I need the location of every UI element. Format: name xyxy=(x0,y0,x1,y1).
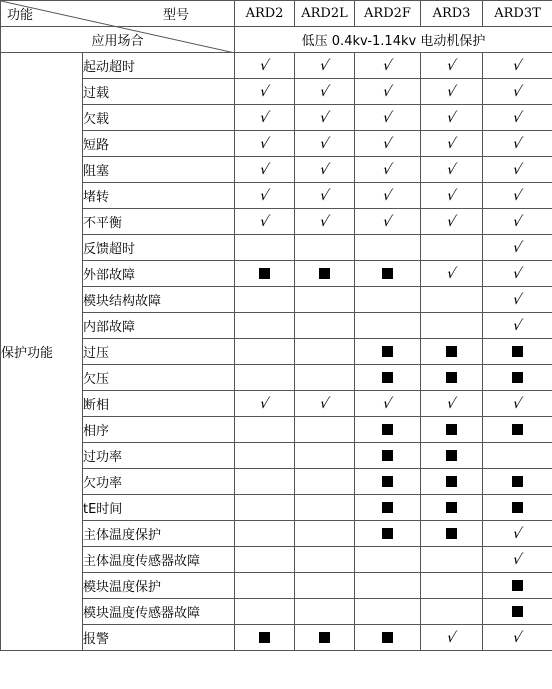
support-cell xyxy=(421,209,483,235)
check-icon: √ xyxy=(258,187,271,204)
check-icon: √ xyxy=(511,109,524,126)
check-icon: √ xyxy=(511,83,524,100)
table-row xyxy=(1,573,552,599)
support-cell xyxy=(235,261,295,287)
function-name: 模块温度传感器故障 xyxy=(83,599,235,625)
support-cell xyxy=(421,391,483,417)
support-cell xyxy=(295,53,355,79)
support-cell xyxy=(483,469,552,495)
support-cell xyxy=(235,157,295,183)
diagonal-line xyxy=(1,1,235,53)
support-cell xyxy=(421,417,483,443)
support-cell xyxy=(421,287,483,313)
table-row xyxy=(1,235,552,261)
support-cell xyxy=(235,105,295,131)
check-icon: √ xyxy=(511,213,524,230)
function-name: tE时间 xyxy=(83,495,235,521)
support-cell xyxy=(421,339,483,365)
check-icon: √ xyxy=(381,161,394,178)
support-cell xyxy=(295,469,355,495)
check-icon: √ xyxy=(511,317,524,334)
support-cell xyxy=(483,79,552,105)
function-label: 功能 xyxy=(7,8,34,23)
support-cell xyxy=(355,599,421,625)
support-cell xyxy=(295,131,355,157)
square-icon xyxy=(512,580,523,591)
model-header: ARD2 xyxy=(235,1,295,27)
check-icon: √ xyxy=(318,57,331,74)
support-cell xyxy=(483,521,552,547)
diagonal-header-cell xyxy=(1,1,235,27)
function-name: 阻塞 xyxy=(83,157,235,183)
support-cell xyxy=(295,157,355,183)
table-row xyxy=(1,365,552,391)
model-header: ARD2L xyxy=(295,1,355,27)
support-cell xyxy=(235,469,295,495)
function-name: 过功率 xyxy=(83,443,235,469)
check-icon: √ xyxy=(381,109,394,126)
square-icon xyxy=(259,632,270,643)
table-row xyxy=(1,443,552,469)
check-icon: √ xyxy=(381,187,394,204)
support-cell xyxy=(295,495,355,521)
support-cell xyxy=(235,287,295,313)
model-label: 型号 xyxy=(163,8,190,23)
table-row xyxy=(1,79,552,105)
support-cell xyxy=(295,105,355,131)
check-icon: √ xyxy=(445,265,458,282)
support-cell xyxy=(235,391,295,417)
check-icon: √ xyxy=(511,161,524,178)
support-cell xyxy=(483,157,552,183)
support-cell xyxy=(235,495,295,521)
check-icon: √ xyxy=(381,135,394,152)
check-icon: √ xyxy=(381,57,394,74)
function-name: 外部故障 xyxy=(83,261,235,287)
model-header: ARD2F xyxy=(355,1,421,27)
support-cell xyxy=(235,209,295,235)
support-cell xyxy=(421,261,483,287)
square-icon xyxy=(512,502,523,513)
support-cell xyxy=(355,573,421,599)
support-cell xyxy=(355,105,421,131)
check-icon: √ xyxy=(258,395,271,412)
support-cell xyxy=(295,365,355,391)
support-cell xyxy=(483,261,552,287)
function-name: 欠压 xyxy=(83,365,235,391)
support-cell xyxy=(235,339,295,365)
check-icon: √ xyxy=(511,265,524,282)
model-header: ARD3T xyxy=(483,1,552,27)
support-cell xyxy=(483,105,552,131)
square-icon xyxy=(446,502,457,513)
check-icon: √ xyxy=(445,213,458,230)
support-cell xyxy=(483,573,552,599)
table-row xyxy=(1,105,552,131)
support-cell xyxy=(421,547,483,573)
function-name: 欠功率 xyxy=(83,469,235,495)
square-icon xyxy=(382,476,393,487)
square-icon xyxy=(382,346,393,357)
support-cell xyxy=(421,443,483,469)
square-icon xyxy=(512,372,523,383)
square-icon xyxy=(446,528,457,539)
support-cell xyxy=(235,183,295,209)
support-cell xyxy=(235,547,295,573)
check-icon: √ xyxy=(381,395,394,412)
function-name: 欠载 xyxy=(83,105,235,131)
support-cell xyxy=(483,547,552,573)
support-cell xyxy=(295,287,355,313)
check-icon: √ xyxy=(258,57,271,74)
support-cell xyxy=(355,521,421,547)
table-row xyxy=(1,599,552,625)
square-icon xyxy=(382,450,393,461)
table-row xyxy=(1,157,552,183)
group-label: 保护功能 xyxy=(1,53,83,651)
check-icon: √ xyxy=(511,551,524,568)
support-cell xyxy=(421,573,483,599)
header-row xyxy=(1,1,552,27)
support-cell xyxy=(355,131,421,157)
table-row xyxy=(1,391,552,417)
support-cell xyxy=(235,573,295,599)
check-icon: √ xyxy=(381,83,394,100)
support-cell xyxy=(483,313,552,339)
square-icon xyxy=(382,502,393,513)
support-cell xyxy=(483,365,552,391)
check-icon: √ xyxy=(258,83,271,100)
support-cell xyxy=(235,53,295,79)
check-icon: √ xyxy=(318,135,331,152)
support-cell xyxy=(295,313,355,339)
check-icon: √ xyxy=(445,57,458,74)
table-row xyxy=(1,209,552,235)
function-name: 堵转 xyxy=(83,183,235,209)
function-name: 报警 xyxy=(83,625,235,651)
support-cell xyxy=(355,391,421,417)
function-name: 主体温度保护 xyxy=(83,521,235,547)
support-cell xyxy=(295,183,355,209)
function-name: 断相 xyxy=(83,391,235,417)
support-cell xyxy=(235,79,295,105)
support-cell xyxy=(421,183,483,209)
table-row xyxy=(1,53,552,79)
square-icon xyxy=(446,346,457,357)
check-icon: √ xyxy=(511,187,524,204)
support-cell xyxy=(421,521,483,547)
check-icon: √ xyxy=(511,525,524,542)
table-row xyxy=(1,183,552,209)
table-row xyxy=(1,521,552,547)
support-cell xyxy=(235,443,295,469)
check-icon: √ xyxy=(445,109,458,126)
square-icon xyxy=(512,606,523,617)
check-icon: √ xyxy=(318,161,331,178)
check-icon: √ xyxy=(258,161,271,178)
support-cell xyxy=(235,131,295,157)
check-icon: √ xyxy=(381,213,394,230)
support-cell xyxy=(295,261,355,287)
application-label: 应用场合 xyxy=(1,27,235,53)
support-cell xyxy=(295,79,355,105)
support-cell xyxy=(355,495,421,521)
support-cell xyxy=(355,547,421,573)
check-icon: √ xyxy=(511,239,524,256)
check-icon: √ xyxy=(511,291,524,308)
support-cell xyxy=(355,625,421,651)
table-row xyxy=(1,469,552,495)
support-cell xyxy=(483,443,552,469)
table-row xyxy=(1,287,552,313)
support-cell xyxy=(421,365,483,391)
support-cell xyxy=(355,313,421,339)
support-cell xyxy=(295,391,355,417)
support-cell xyxy=(483,131,552,157)
square-icon xyxy=(382,632,393,643)
check-icon: √ xyxy=(511,629,524,646)
support-cell xyxy=(355,365,421,391)
square-icon xyxy=(446,476,457,487)
support-cell xyxy=(483,391,552,417)
function-name: 模块温度保护 xyxy=(83,573,235,599)
square-icon xyxy=(512,346,523,357)
check-icon: √ xyxy=(318,83,331,100)
support-cell xyxy=(355,235,421,261)
support-cell xyxy=(421,469,483,495)
support-cell xyxy=(355,157,421,183)
square-icon xyxy=(259,268,270,279)
square-icon xyxy=(382,268,393,279)
check-icon: √ xyxy=(318,395,331,412)
support-cell xyxy=(295,521,355,547)
check-icon: √ xyxy=(511,57,524,74)
support-cell xyxy=(355,183,421,209)
support-cell xyxy=(421,235,483,261)
check-icon: √ xyxy=(318,213,331,230)
support-cell xyxy=(483,625,552,651)
support-cell xyxy=(295,443,355,469)
function-name: 过载 xyxy=(83,79,235,105)
square-icon xyxy=(319,632,330,643)
function-name: 内部故障 xyxy=(83,313,235,339)
check-icon: √ xyxy=(511,135,524,152)
support-cell xyxy=(235,417,295,443)
support-cell xyxy=(421,625,483,651)
function-name: 短路 xyxy=(83,131,235,157)
support-cell xyxy=(421,599,483,625)
square-icon xyxy=(446,424,457,435)
square-icon xyxy=(382,372,393,383)
support-cell xyxy=(355,339,421,365)
check-icon: √ xyxy=(445,629,458,646)
support-cell xyxy=(421,53,483,79)
support-cell xyxy=(483,53,552,79)
support-cell xyxy=(355,417,421,443)
support-cell xyxy=(355,443,421,469)
table-row xyxy=(1,417,552,443)
support-cell xyxy=(235,599,295,625)
support-cell xyxy=(355,287,421,313)
support-cell xyxy=(295,209,355,235)
table-row xyxy=(1,625,552,651)
check-icon: √ xyxy=(318,187,331,204)
function-name: 起动超时 xyxy=(83,53,235,79)
check-icon: √ xyxy=(445,187,458,204)
support-cell xyxy=(295,547,355,573)
support-cell xyxy=(483,183,552,209)
check-icon: √ xyxy=(258,213,271,230)
table-row xyxy=(1,131,552,157)
function-name: 相序 xyxy=(83,417,235,443)
square-icon xyxy=(512,424,523,435)
square-icon xyxy=(446,372,457,383)
support-cell xyxy=(483,209,552,235)
function-name: 过压 xyxy=(83,339,235,365)
check-icon: √ xyxy=(445,395,458,412)
support-cell xyxy=(355,79,421,105)
support-cell xyxy=(295,573,355,599)
square-icon xyxy=(319,268,330,279)
table-row xyxy=(1,261,552,287)
support-cell xyxy=(483,235,552,261)
square-icon xyxy=(382,424,393,435)
support-cell xyxy=(235,625,295,651)
check-icon: √ xyxy=(318,109,331,126)
support-cell xyxy=(483,495,552,521)
support-cell xyxy=(483,599,552,625)
support-cell xyxy=(355,209,421,235)
support-cell xyxy=(295,625,355,651)
application-value: 低压 0.4kv-1.14kv 电动机保护 xyxy=(235,27,552,53)
support-cell xyxy=(483,339,552,365)
model-header: ARD3 xyxy=(421,1,483,27)
function-name: 主体温度传感器故障 xyxy=(83,547,235,573)
check-icon: √ xyxy=(258,109,271,126)
square-icon xyxy=(512,476,523,487)
support-cell xyxy=(295,339,355,365)
check-icon: √ xyxy=(445,83,458,100)
support-cell xyxy=(235,521,295,547)
support-cell xyxy=(421,131,483,157)
table-row xyxy=(1,339,552,365)
support-cell xyxy=(235,235,295,261)
support-cell xyxy=(483,287,552,313)
function-name: 反馈超时 xyxy=(83,235,235,261)
support-cell xyxy=(421,157,483,183)
support-cell xyxy=(483,417,552,443)
table-row xyxy=(1,495,552,521)
check-icon: √ xyxy=(511,395,524,412)
support-cell xyxy=(355,261,421,287)
support-cell xyxy=(421,105,483,131)
check-icon: √ xyxy=(258,135,271,152)
square-icon xyxy=(446,450,457,461)
table-row xyxy=(1,313,552,339)
support-cell xyxy=(355,53,421,79)
spec-table-body xyxy=(1,1,552,651)
support-cell xyxy=(235,365,295,391)
support-cell xyxy=(295,599,355,625)
support-cell xyxy=(421,313,483,339)
support-cell xyxy=(421,79,483,105)
function-name: 模块结构故障 xyxy=(83,287,235,313)
function-name: 不平衡 xyxy=(83,209,235,235)
support-cell xyxy=(235,313,295,339)
support-cell xyxy=(295,417,355,443)
table-row xyxy=(1,547,552,573)
support-cell xyxy=(355,469,421,495)
support-cell xyxy=(295,235,355,261)
support-cell xyxy=(421,495,483,521)
check-icon: √ xyxy=(445,135,458,152)
square-icon xyxy=(382,528,393,539)
check-icon: √ xyxy=(445,161,458,178)
